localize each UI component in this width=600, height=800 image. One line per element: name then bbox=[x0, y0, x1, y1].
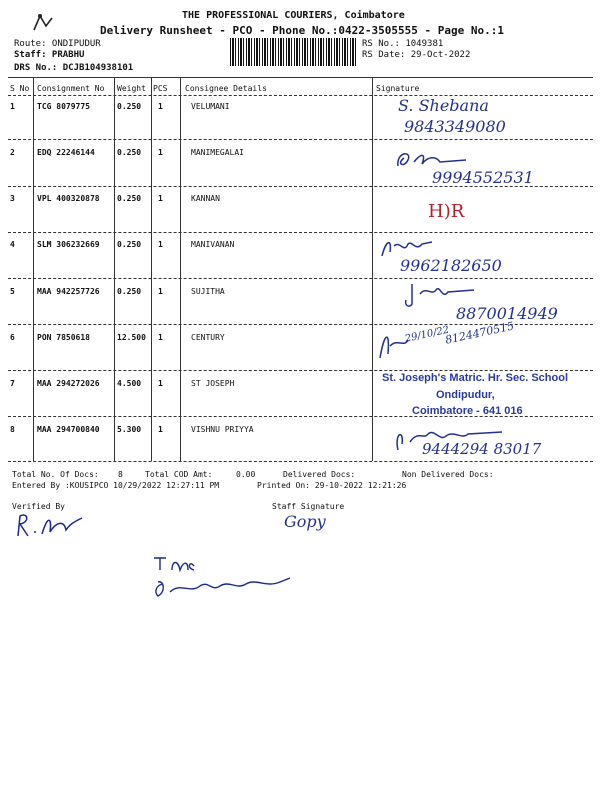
row-pcs: 1 bbox=[158, 287, 163, 296]
total-docs-label: Total No. Of Docs: bbox=[12, 470, 99, 479]
row-sno: 3 bbox=[10, 194, 15, 203]
delivered-docs-label: Delivered Docs: bbox=[283, 470, 356, 479]
row-separator bbox=[8, 232, 593, 233]
barcode bbox=[230, 38, 356, 66]
staff-label: Staff: PRABHU bbox=[14, 50, 85, 60]
route-label: Route: ONDIPUDUR bbox=[14, 39, 101, 49]
row-sno: 2 bbox=[10, 148, 15, 157]
row-weight: 4.500 bbox=[117, 379, 142, 388]
row-pcs: 1 bbox=[158, 194, 163, 203]
col-divider bbox=[114, 77, 115, 461]
verified-by-label: Verified By bbox=[12, 502, 65, 511]
row-separator bbox=[8, 461, 593, 462]
row-pcs: 1 bbox=[158, 333, 163, 342]
handwritten-phone: 8870014949 bbox=[456, 304, 558, 323]
stamp-line: St. Joseph's Matric. Hr. Sec. School bbox=[382, 372, 569, 384]
entered-by: Entered By :KOUSIPCO 10/29/2022 12:27:11 PM bbox=[12, 481, 220, 490]
row-pcs: 1 bbox=[158, 425, 163, 434]
handwritten-phone: 9962182650 bbox=[400, 256, 502, 275]
row-consignee: VISHNU PRIYYA bbox=[191, 425, 254, 434]
col-divider bbox=[372, 77, 373, 461]
row-consignee: VELUMANI bbox=[191, 102, 230, 111]
col-header-consignee: Consignee Details bbox=[185, 84, 267, 93]
runsheet-subtitle: Delivery Runsheet - PCO - Phone No.:0422-3505555 - Page No.:1 bbox=[100, 24, 504, 37]
handwritten-phone: 8124470515 bbox=[444, 319, 516, 347]
row-weight: 0.250 bbox=[117, 287, 142, 296]
row-weight: 0.250 bbox=[117, 102, 142, 111]
row-separator bbox=[8, 139, 593, 140]
col-header-sno: S No bbox=[10, 84, 30, 93]
col-divider bbox=[180, 77, 181, 461]
row-weight: 5.300 bbox=[117, 425, 142, 434]
row-weight: 12.500 bbox=[117, 333, 146, 342]
row-consignee: SUJITHA bbox=[191, 287, 225, 296]
courier-logo-icon bbox=[30, 12, 58, 34]
row-pcs: 1 bbox=[158, 379, 163, 388]
staff-signature-label: Staff Signature bbox=[272, 502, 345, 511]
table-top-border bbox=[8, 77, 593, 78]
col-header-weight: Weight bbox=[117, 84, 146, 93]
handwritten-phone: 9843349080 bbox=[404, 117, 506, 136]
receiver-signature bbox=[150, 552, 300, 602]
verifier-signature bbox=[14, 508, 86, 544]
col-header-pcs: PCS bbox=[153, 84, 168, 93]
col-header-signature: Signature bbox=[376, 84, 420, 93]
table-header-bottom bbox=[8, 95, 593, 96]
row-separator bbox=[8, 278, 593, 279]
row-consignee: MANIMEGALAI bbox=[191, 148, 244, 157]
row-pcs: 1 bbox=[158, 148, 163, 157]
row-separator bbox=[8, 370, 593, 371]
company-title: THE PROFESSIONAL COURIERS, Coimbatore bbox=[182, 10, 405, 21]
row-consignee: MANIVANAN bbox=[191, 240, 235, 249]
col-divider bbox=[151, 77, 152, 461]
non-delivered-docs-label: Non Delivered Docs: bbox=[402, 470, 494, 479]
row-sno: 7 bbox=[10, 379, 15, 388]
row-consignment: SLM 306232669 bbox=[37, 240, 100, 249]
row-pcs: 1 bbox=[158, 102, 163, 111]
printed-on: Printed On: 29-10-2022 12:21:26 bbox=[257, 481, 407, 490]
row-sno: 5 bbox=[10, 287, 15, 296]
cod-label: Total COD Amt: bbox=[145, 470, 213, 479]
cod-value: 0.00 bbox=[236, 470, 256, 479]
row-consignee: CENTURY bbox=[191, 333, 225, 342]
col-header-consignment: Consignment No bbox=[37, 84, 105, 93]
handwritten-phone: 9994552531 bbox=[432, 168, 534, 187]
row-weight: 0.250 bbox=[117, 148, 142, 157]
rs-number: RS No.: 1049381 bbox=[362, 39, 444, 49]
handwritten-date: 29/10/22 bbox=[404, 324, 451, 345]
row-sno: 1 bbox=[10, 102, 15, 111]
row-consignment: TCG 8079775 bbox=[37, 102, 90, 111]
row-pcs: 1 bbox=[158, 240, 163, 249]
total-docs-value: 8 bbox=[118, 470, 123, 479]
stamp-line: Coimbatore - 641 016 bbox=[412, 405, 523, 417]
row-consignment: MAA 942257726 bbox=[37, 287, 100, 296]
row-consignment: EDQ 22246144 bbox=[37, 148, 95, 157]
row-sno: 4 bbox=[10, 240, 15, 249]
row-sno: 8 bbox=[10, 425, 15, 434]
row-consignment: MAA 294700840 bbox=[37, 425, 100, 434]
row-consignment: MAA 294272026 bbox=[37, 379, 100, 388]
row-weight: 0.250 bbox=[117, 240, 142, 249]
handwritten-phone: 9444294 83017 bbox=[422, 440, 542, 458]
handwritten-signature: S. Shebana bbox=[398, 96, 489, 115]
row-sno: 6 bbox=[10, 333, 15, 342]
row-consignment: PON 7850618 bbox=[37, 333, 90, 342]
drs-number: DRS No.: DCJB104938101 bbox=[14, 63, 134, 73]
handwritten-mark: H)R bbox=[428, 201, 465, 222]
row-consignee: KANNAN bbox=[191, 194, 220, 203]
row-consignee: ST JOSEPH bbox=[191, 379, 235, 388]
row-consignment: VPL 400320878 bbox=[37, 194, 100, 203]
staff-signature-handwriting: Gopy bbox=[284, 512, 326, 531]
rs-date: RS Date: 29-Oct-2022 bbox=[362, 50, 471, 60]
stamp-line: Ondipudur, bbox=[436, 389, 495, 401]
col-divider bbox=[33, 77, 34, 461]
row-weight: 0.250 bbox=[117, 194, 142, 203]
